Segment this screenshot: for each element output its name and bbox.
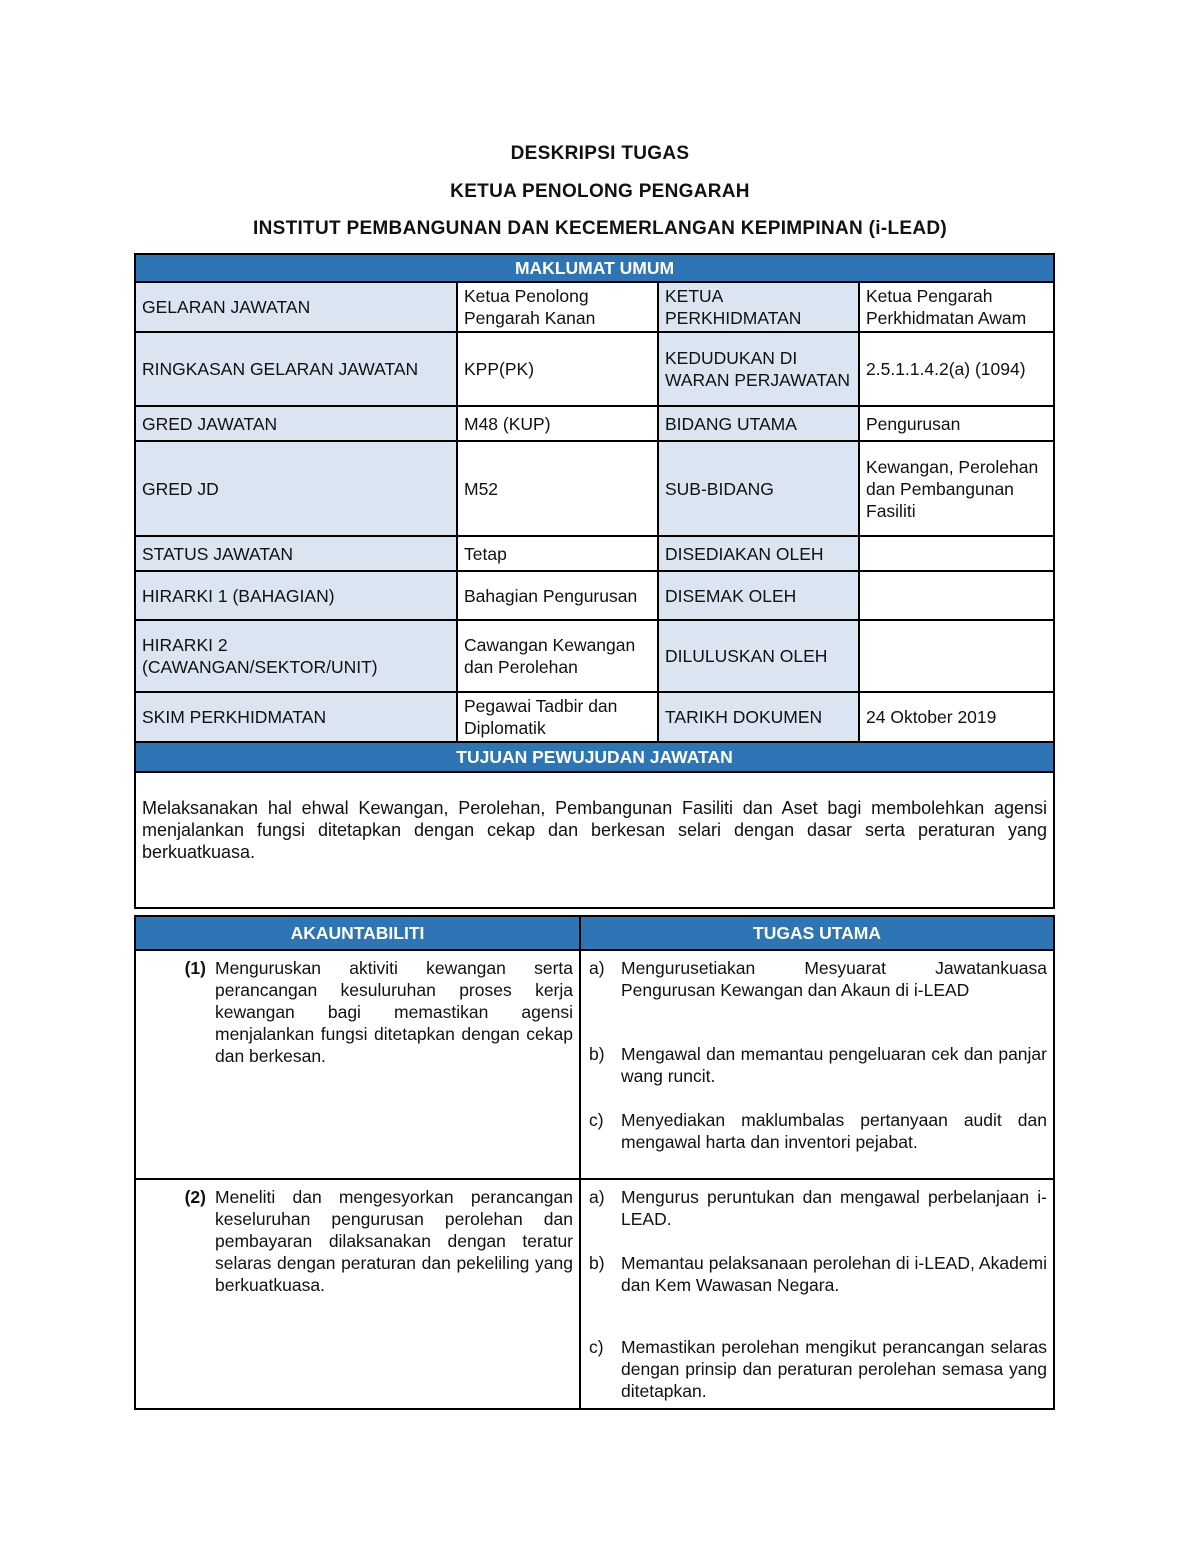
info-label: SUB-BIDANG	[658, 441, 859, 536]
info-label: GRED JD	[135, 441, 457, 536]
info-row	[135, 406, 1054, 441]
position-title: KETUA PENOLONG PENGARAH	[450, 181, 750, 202]
accountability-cell	[135, 950, 580, 1179]
duties-table	[134, 915, 1055, 1410]
info-row	[135, 620, 1054, 692]
task-text: Mengurusetiakan Mesyuarat Jawatankuasa Pengurusan Kewangan dan Akaun di i-LEAD	[621, 958, 1047, 1000]
info-label: DISEDIAKAN OLEH	[658, 536, 859, 571]
task-item	[589, 1043, 1047, 1087]
duty-row	[135, 1179, 1054, 1409]
task-letter: c)	[589, 1337, 604, 1357]
info-row	[135, 571, 1054, 620]
accountability-text: Meneliti dan mengesyorkan perancangan keseluruhan pengurusan perolehan dan pembayaran dilaksanakan dengan teratur selaras dengan peraturan dan pekeliling yang berkuatkuasa.	[215, 1187, 573, 1295]
info-value: Ketua Penolong Pengarah Kanan	[457, 282, 658, 332]
tasks-cell	[580, 1179, 1054, 1409]
accountability-number: (2)	[184, 1187, 206, 1207]
info-label: DILULUSKAN OLEH	[658, 620, 859, 692]
accountability-number: (1)	[184, 958, 206, 978]
task-letter: a)	[589, 958, 605, 978]
task-text: Mengurus peruntukan dan mengawal perbelanjaan i-LEAD.	[621, 1187, 1047, 1229]
info-row	[135, 536, 1054, 571]
task-letter: b)	[589, 1044, 605, 1064]
task-text: Memantau pelaksanaan perolehan di i-LEAD, Akademi dan Kem Wawasan Negara.	[621, 1253, 1047, 1295]
info-label: DISEMAK OLEH	[658, 571, 859, 620]
task-letter: a)	[589, 1187, 605, 1207]
task-item	[589, 1186, 1047, 1230]
info-value: Pegawai Tadbir dan Diplomatik	[457, 692, 658, 742]
info-value: M48 (KUP)	[457, 406, 658, 441]
info-value	[859, 536, 1054, 571]
main-tasks-header: TUGAS UTAMA	[580, 916, 1054, 950]
info-value	[859, 571, 1054, 620]
task-item	[589, 957, 1047, 1001]
info-label: HIRARKI 1 (BAHAGIAN)	[135, 571, 457, 620]
info-value: Kewangan, Perolehan dan Pembangunan Fasiliti	[859, 441, 1054, 536]
info-value: 2.5.1.1.4.2(a) (1094)	[859, 332, 1054, 406]
tasks-cell	[580, 950, 1054, 1179]
info-row	[135, 332, 1054, 406]
info-value: M52	[457, 441, 658, 536]
general-info-header: MAKLUMAT UMUM	[135, 254, 1054, 282]
task-item	[589, 1109, 1047, 1153]
task-text: Memastikan perolehan mengikut perancangan selaras dengan prinsip dan peraturan perolehan semasa yang ditetapkan.	[621, 1337, 1047, 1401]
info-row	[135, 692, 1054, 742]
duty-row	[135, 950, 1054, 1179]
info-value	[859, 620, 1054, 692]
info-row	[135, 282, 1054, 332]
info-label: KEDUDUKAN DI WARAN PERJAWATAN	[658, 332, 859, 406]
task-letter: c)	[589, 1110, 604, 1130]
document-title: DESKRIPSI TUGAS	[510, 143, 690, 164]
info-row	[135, 441, 1054, 536]
task-item	[589, 1336, 1047, 1402]
general-info-table	[134, 253, 1055, 909]
info-value: Pengurusan	[859, 406, 1054, 441]
info-label: STATUS JAWATAN	[135, 536, 457, 571]
info-label: BIDANG UTAMA	[658, 406, 859, 441]
task-text: Mengawal dan memantau pengeluaran cek dan panjar wang runcit.	[621, 1044, 1047, 1086]
info-label: SKIM PERKHIDMATAN	[135, 692, 457, 742]
purpose-text: Melaksanakan hal ehwal Kewangan, Perolehan, Pembangunan Fasiliti dan Aset bagi membolehkan agensi menjalankan fungsi ditetapkan dengan cekap dan berkesan selari dengan dasar serta peraturan yang berkuatkuasa.	[135, 772, 1054, 908]
info-label: KETUA PERKHIDMATAN	[658, 282, 859, 332]
task-letter: b)	[589, 1253, 605, 1273]
accountability-text: Menguruskan aktiviti kewangan serta perancangan kesuluruhan proses kerja kewangan bagi memastikan agensi menjalankan fungsi ditetapkan dengan cekap dan berkesan.	[215, 958, 573, 1066]
info-label: RINGKASAN GELARAN JAWATAN	[135, 332, 457, 406]
info-value: Cawangan Kewangan dan Perolehan	[457, 620, 658, 692]
purpose-header: TUJUAN PEWUJUDAN JAWATAN	[135, 742, 1054, 772]
info-value: Ketua Pengarah Perkhidmatan Awam	[859, 282, 1054, 332]
info-value: Bahagian Pengurusan	[457, 571, 658, 620]
institute-title: INSTITUT PEMBANGUNAN DAN KECEMERLANGAN KEPIMPINAN (i-LEAD)	[253, 218, 947, 239]
info-value: 24 Oktober 2019	[859, 692, 1054, 742]
info-value: KPP(PK)	[457, 332, 658, 406]
accountability-header: AKAUNTABILITI	[135, 916, 580, 950]
info-label: HIRARKI 2 (CAWANGAN/SEKTOR/UNIT)	[135, 620, 457, 692]
info-value: Tetap	[457, 536, 658, 571]
info-label: GELARAN JAWATAN	[135, 282, 457, 332]
task-text: Menyediakan maklumbalas pertanyaan audit dan mengawal harta dan inventori pejabat.	[621, 1110, 1047, 1152]
info-label: GRED JAWATAN	[135, 406, 457, 441]
info-label: TARIKH DOKUMEN	[658, 692, 859, 742]
accountability-cell	[135, 1179, 580, 1409]
task-item	[589, 1252, 1047, 1296]
